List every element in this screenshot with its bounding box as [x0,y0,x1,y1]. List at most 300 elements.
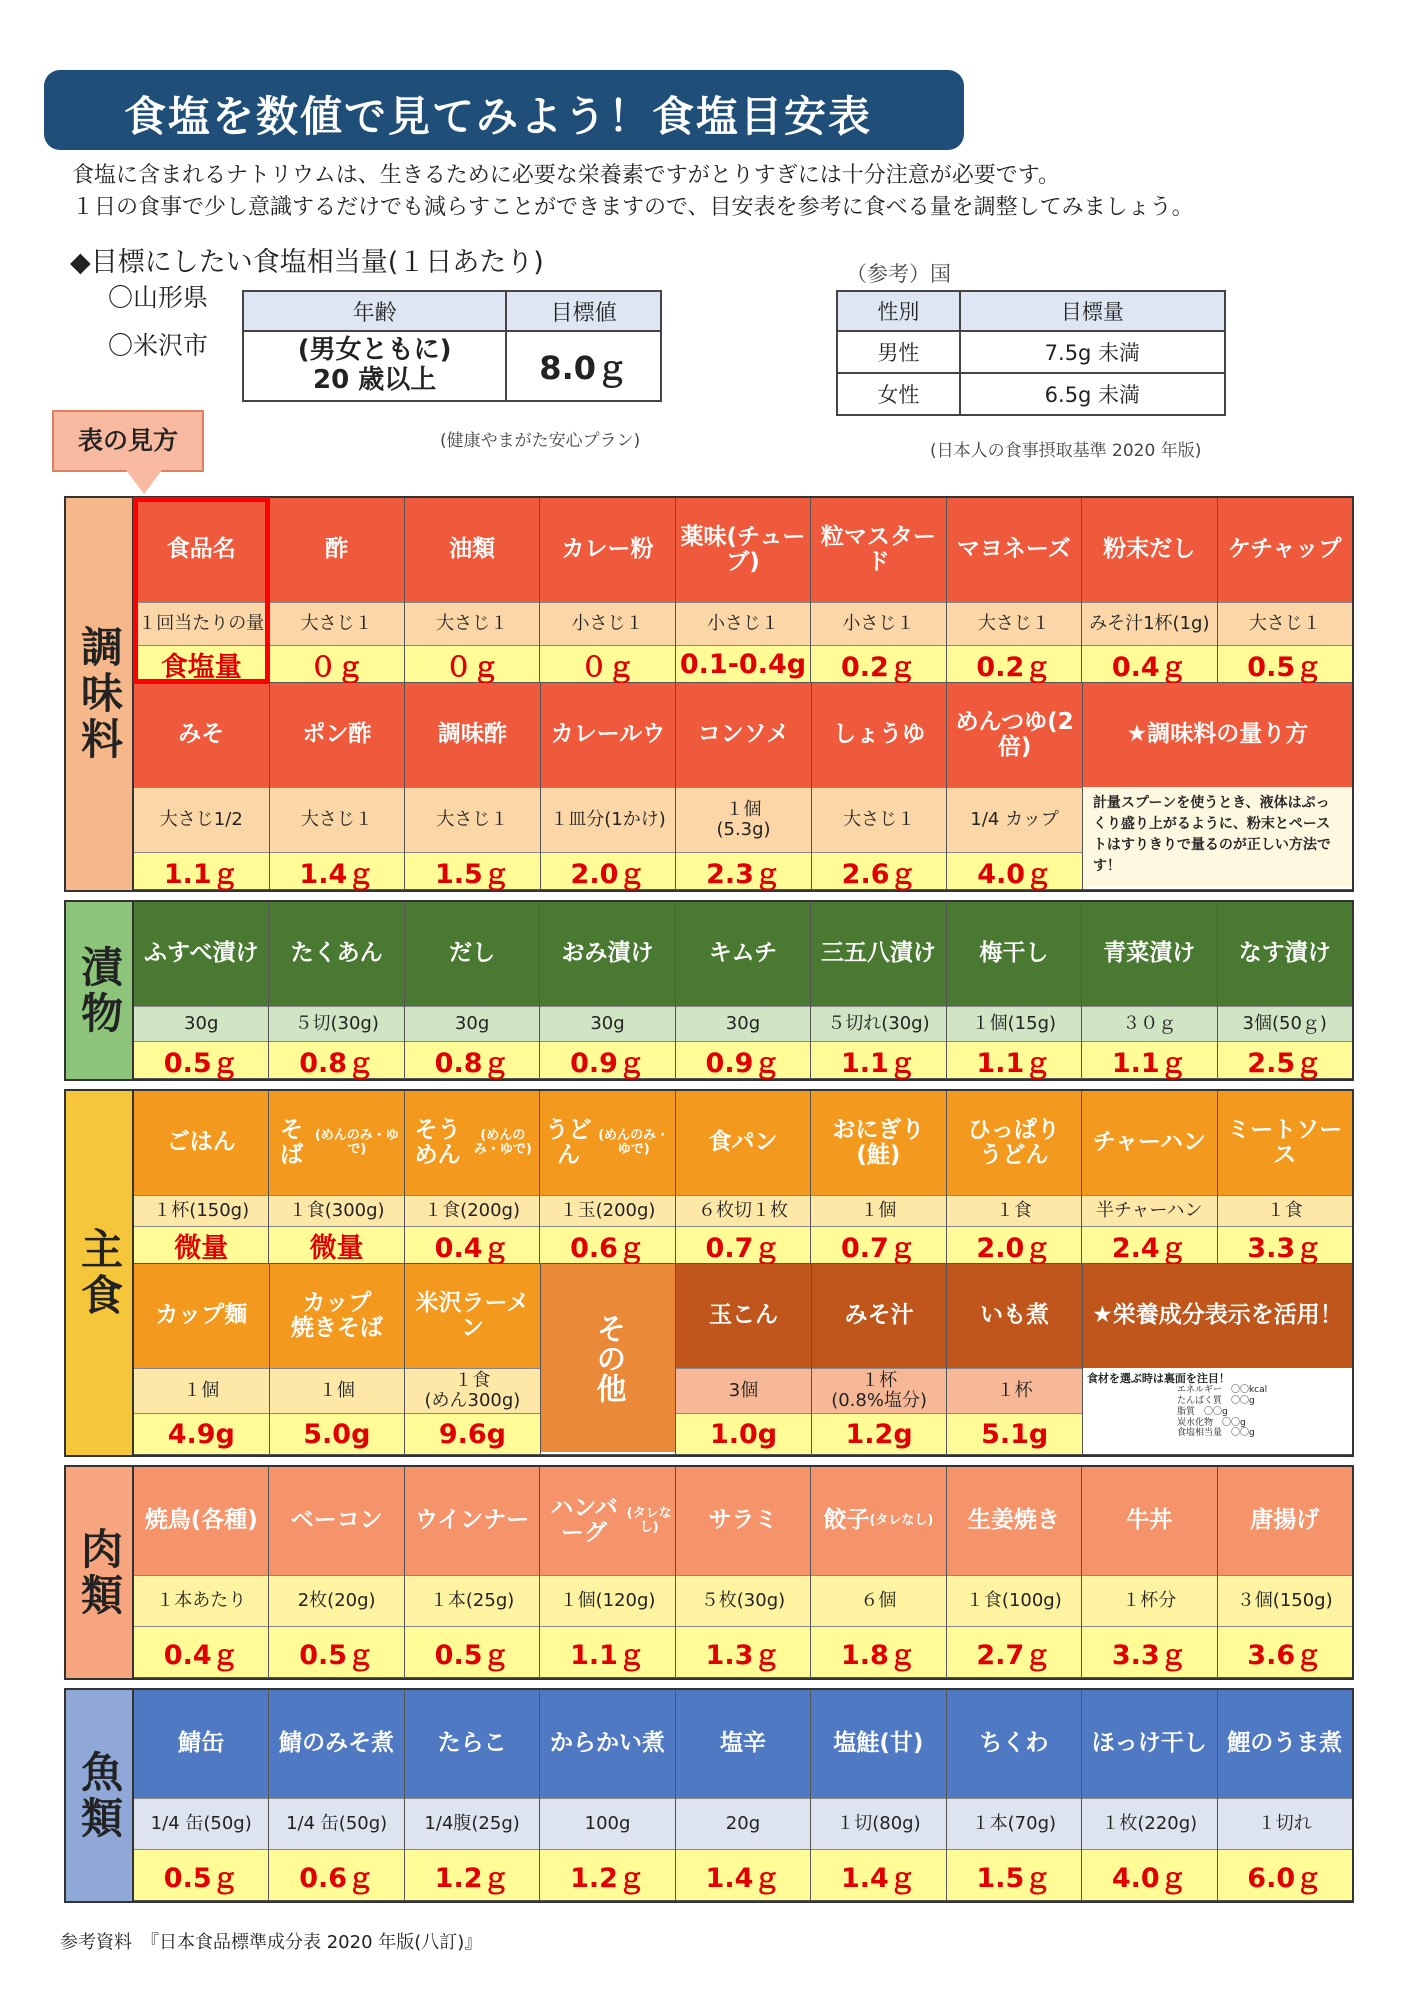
food-name [1218,498,1352,602]
salt-amount: 0.4ｇ [1082,645,1216,682]
salt-amount: 4.9g [134,1413,269,1454]
salt-amount: 2.5ｇ [1218,1041,1352,1078]
salt-amount: 2.4ｇ [1082,1226,1216,1263]
serving-amount: みそ汁1杯(1g) [1082,602,1216,645]
serving-amount: １切(80g) [811,1798,945,1849]
food-row [134,683,1352,890]
food-cell [676,1690,811,1901]
food-name [1082,1091,1216,1195]
food-name [1218,1690,1352,1798]
serving-amount: １杯分 [1082,1575,1216,1626]
food-name [134,1091,268,1195]
food-name [811,902,945,1006]
food-cell [540,1091,675,1264]
salt-amount: 0.5ｇ [405,1626,539,1677]
food-name [405,1091,539,1195]
food-cell [947,683,1083,890]
food-name [270,683,405,787]
food-cell [405,1467,540,1678]
serving-amount: ６個 [811,1575,945,1626]
food-row [134,498,1352,683]
food-name-note: (めんのみ・ゆで) [314,1127,399,1157]
salt-amount: 2.0ｇ [947,1226,1081,1263]
food-cell [812,683,948,890]
food-name [1082,498,1216,602]
food-cell [269,498,404,683]
serving-amount: 20g [676,1798,810,1849]
salt-amount: 1.3ｇ [676,1626,810,1677]
salt-amount: 5.1g [947,1413,1082,1454]
food-cell [134,1690,269,1901]
food-cell [811,498,946,683]
ref-male: 男性 [837,331,960,373]
food-name [947,1264,1082,1368]
food-cell [947,1467,1082,1678]
group-fish [64,1688,1354,1903]
food-cell [676,683,812,890]
salt-amount: 0.7ｇ [676,1226,810,1263]
measuring-tip [1083,683,1352,890]
salt-amount: 3.3ｇ [1218,1226,1352,1263]
food-name-text: カレー粉 [561,536,654,563]
serving-amount: １本あたり [134,1575,268,1626]
serving-amount: ３０ｇ [1082,1006,1216,1041]
salt-amount: 9.6g [405,1413,540,1454]
serving-amount: 小さじ１ [676,602,810,645]
category-label: 魚類 [66,1690,134,1901]
footer-reference: 参考資料 『日本食品標準成分表 2020 年版(八訂)』 [60,1932,483,1953]
food-name-text: 塩辛 [719,1730,766,1757]
nutrition-line: エネルギー 〇〇kcal [1176,1385,1268,1396]
salt-amount: 0.5ｇ [269,1626,403,1677]
serving-amount: ５枚(30g) [676,1575,810,1626]
serving-amount: １皿分(1かけ) [541,787,676,852]
food-name [1082,1690,1216,1798]
category-label: 主食 [66,1091,134,1455]
salt-amount: ０ｇ [540,645,674,682]
salt-amount: 5.0g [270,1413,405,1454]
goal-heading: ◆目標にしたい食塩相当量(１日あたり) [70,247,544,278]
goal-source: (健康やまがた安心プラン) [440,431,641,451]
salt-amount: 1.1ｇ [540,1626,674,1677]
food-name-text: いも煮 [980,1302,1050,1329]
nutrition-tip-title: ★栄養成分表示を活用！ [1083,1264,1352,1368]
food-row [134,1264,1352,1455]
salt-amount: 0.5ｇ [1218,645,1352,682]
food-name-text: 酢 [325,536,349,563]
food-name [134,498,268,602]
salt-amount: 4.0ｇ [1082,1849,1216,1900]
serving-amount: １食 [1218,1195,1352,1226]
salt-amount: 1.4ｇ [270,852,405,889]
place-yamagata: 〇山形県 [108,283,209,312]
serving-amount: １個 [134,1368,269,1413]
food-name [405,683,540,787]
nutrition-line: 炭水化物 〇〇g [1176,1417,1246,1428]
serving-amount: １食 [947,1195,1081,1226]
salt-amount: 0.5ｇ [134,1041,268,1078]
food-cell [947,1264,1083,1455]
food-name-text: たらこ [437,1730,507,1757]
serving-amount: ６枚切１枚 [676,1195,810,1226]
group-pickles [64,900,1354,1081]
food-name-text: 調味酢 [437,721,507,748]
food-name [269,498,403,602]
food-name-text: 米沢ラーメン [415,1289,530,1341]
howto-label: 表の見方 [52,410,204,472]
food-name-text: 餃子 [823,1507,870,1534]
food-name [811,498,945,602]
food-name-text: 食品名 [166,536,236,563]
food-name [812,1264,947,1368]
food-name [269,1467,403,1575]
food-name [540,498,674,602]
food-name [676,1091,810,1195]
goal-age: (男女ともに) 20 歳以上 [243,331,506,401]
food-name-text: キムチ [708,940,778,967]
food-name [405,1690,539,1798]
food-name [947,1467,1081,1575]
food-name-text: 鯖のみそ煮 [279,1730,395,1757]
food-name-text: カップ麺 [155,1302,248,1329]
serving-amount: 30g [540,1006,674,1041]
serving-amount: 大さじ１ [405,787,540,852]
salt-amount: 3.6ｇ [1218,1626,1352,1677]
serving-amount: 大さじ１ [812,787,947,852]
food-name-text: うどん [545,1116,592,1168]
food-name [676,1690,810,1798]
food-name-text: ウインナー [414,1507,530,1534]
salt-amount: 1.2g [812,1413,947,1454]
salt-amount: 1.5ｇ [947,1849,1081,1900]
food-name-text: おみ漬け [561,940,654,967]
salt-amount: 2.0ｇ [541,852,676,889]
food-name-text: ごはん [166,1129,236,1156]
salt-amount: 1.0g [676,1413,811,1454]
food-row [134,1690,1352,1901]
category-label: 肉類 [66,1467,134,1678]
salt-amount: 0.9ｇ [676,1041,810,1078]
serving-amount: １回当たりの量 [134,602,268,645]
salt-amount: 1.1ｇ [811,1041,945,1078]
tip-title: ★調味料の量り方 [1083,683,1352,787]
food-cell [269,1467,404,1678]
food-cell [269,902,404,1079]
food-name-text: ふすべ漬け [143,940,259,967]
salt-amount: 1.2ｇ [405,1849,539,1900]
nutrition-line: たんぱく質 〇〇g [1176,1395,1255,1406]
food-name-text: みそ [178,721,225,748]
salt-amount: 2.6ｇ [812,852,947,889]
nutrition-line: 食塩相当量 〇〇g [1176,1428,1255,1439]
food-cell [676,1091,811,1264]
place-yonezawa: 〇米沢市 [108,331,209,360]
food-name-text: なす漬け [1238,940,1331,967]
group-staple [64,1089,1354,1457]
other-category [541,1264,677,1455]
serving-amount: 3個(50ｇ) [1218,1006,1352,1041]
food-name-text: カレールウ [550,721,666,748]
food-name [676,498,810,602]
food-name [405,498,539,602]
food-cell [269,1690,404,1901]
food-name-note: (めんのみ・ゆで) [473,1127,532,1157]
food-name [811,1690,945,1798]
food-name [1218,902,1352,1006]
food-name [1218,1467,1352,1575]
serving-amount: １食 (めん300g) [405,1368,540,1413]
salt-amount: 1.8ｇ [811,1626,945,1677]
food-cell [134,1264,270,1455]
food-name-text: 食パン [708,1129,778,1156]
food-cell [269,1091,404,1264]
food-name-text: ハンバーグ [550,1494,618,1546]
nutrition-label-tip [1083,1264,1352,1455]
food-name [676,1264,811,1368]
food-name-text: 青菜漬け [1103,940,1196,967]
serving-amount: １個(120g) [540,1575,674,1626]
serving-amount: １個 [811,1195,945,1226]
food-name-text: ほっけ干し [1091,1730,1207,1757]
salt-amount: 1.2ｇ [540,1849,674,1900]
food-cell [134,1467,269,1678]
serving-amount: 30g [676,1006,810,1041]
salt-amount: 2.3ｇ [676,852,811,889]
food-cell [947,1690,1082,1901]
food-name-text: からかい煮 [550,1730,666,1757]
salt-amount: 0.6ｇ [269,1849,403,1900]
food-name [405,1467,539,1575]
serving-amount: 大さじ１ [270,787,405,852]
serving-amount: ５切れ(30g) [811,1006,945,1041]
serving-amount: 小さじ１ [540,602,674,645]
food-cell [1218,1091,1352,1264]
food-name-text: ケチャップ [1228,536,1342,563]
salt-amount: 食塩量 [134,645,268,682]
food-name [270,1264,405,1368]
food-name-text: 玉こん [709,1302,779,1329]
food-name [269,1690,403,1798]
serving-amount: １切れ [1218,1798,1352,1849]
food-name-text: チャーハン [1092,1129,1206,1156]
food-name [947,498,1081,602]
serving-amount: 1/4 缶(50g) [134,1798,268,1849]
title-banner [44,70,964,150]
food-name [812,683,947,787]
serving-amount: １個 [270,1368,405,1413]
goal-head-age: 年齢 [243,291,506,331]
salt-amount: 1.4ｇ [676,1849,810,1900]
serving-amount: 2枚(20g) [269,1575,403,1626]
food-name-text: 三五八漬け [820,940,936,967]
food-cell [405,498,540,683]
salt-amount: 微量 [269,1226,403,1263]
food-name [947,1091,1081,1195]
category-label: 調味料 [66,498,134,890]
food-name [676,902,810,1006]
food-name [541,683,676,787]
serving-amount: 3個 [676,1368,811,1413]
food-name-text: 粉末だし [1103,536,1196,563]
reference-label: （参考）国 [846,262,951,286]
food-name-text: ちくわ [979,1730,1049,1757]
food-name [269,1091,403,1195]
salt-amount: 6.0ｇ [1218,1849,1352,1900]
food-cell [1082,902,1217,1079]
food-name-text: おにぎり(鮭) [832,1116,925,1168]
salt-amount: 0.4ｇ [134,1626,268,1677]
food-name-text: 梅干し [979,940,1049,967]
goal-table [242,290,662,402]
serving-amount: 1/4腹(25g) [405,1798,539,1849]
food-name-text: 鯉のうま煮 [1227,1730,1343,1757]
food-cell [947,902,1082,1079]
serving-amount: １本(70g) [947,1798,1081,1849]
salt-amount: 0.4ｇ [405,1226,539,1263]
food-name [811,1467,945,1575]
serving-amount: １玉(200g) [540,1195,674,1226]
food-name-note: (めんのみ・ゆで) [598,1127,670,1157]
food-cell [1082,1091,1217,1264]
category-label: 漬物 [66,902,134,1079]
food-name-text: ポン酢 [302,721,372,748]
food-cell [1218,1690,1352,1901]
food-name-text: そうめん [414,1116,461,1168]
food-name [1218,1091,1352,1195]
nutrition-tip-text: 食材を選ぶ時は裏面を注目！ [1086,1372,1230,1385]
salt-amount: 0.6ｇ [540,1226,674,1263]
food-name [269,902,403,1006]
food-name [947,1690,1081,1798]
ref-male-value: 7.5g 未満 [960,331,1225,373]
serving-amount: １食(300g) [269,1195,403,1226]
food-name [676,683,811,787]
food-name [405,1264,540,1368]
salt-amount: 1.4ｇ [811,1849,945,1900]
food-cell [676,498,811,683]
serving-amount: 小さじ１ [811,602,945,645]
food-cell [134,683,270,890]
food-name [676,1467,810,1575]
salt-amount: 3.3ｇ [1082,1626,1216,1677]
food-name-text: ひっぱり うどん [967,1116,1060,1168]
food-name [134,1264,269,1368]
food-cell [1082,1467,1217,1678]
ref-female: 女性 [837,373,960,415]
food-name-text: カップ 焼きそば [290,1289,383,1341]
other-label: その他 [541,1264,676,1452]
salt-amount: 2.7ｇ [947,1626,1081,1677]
food-name [811,1091,945,1195]
food-name-text: サラミ [708,1507,778,1534]
food-cell [811,1467,946,1678]
food-cell [405,902,540,1079]
salt-amount: 1.1ｇ [1082,1041,1216,1078]
serving-amount: ３個(150g) [1218,1575,1352,1626]
food-cell [405,683,541,890]
serving-amount: １個 (5.3g) [676,787,811,852]
food-name [540,1091,674,1195]
food-name-text: マヨネーズ [956,536,1071,563]
food-name-text: 鯖缶 [178,1730,225,1757]
page-title: 食塩を数値で見てみよう！食塩目安表 [124,92,873,141]
food-cell [405,1690,540,1901]
food-name [1082,902,1216,1006]
serving-amount: 大さじ1/2 [134,787,269,852]
serving-amount: 100g [540,1798,674,1849]
goal-head-value: 目標値 [506,291,661,331]
salt-amount: 0.8ｇ [405,1041,539,1078]
serving-amount: １個(15g) [947,1006,1081,1041]
food-cell [134,902,269,1079]
food-name-text: 牛丼 [1126,1507,1173,1534]
food-name-text: 唐揚げ [1250,1507,1320,1534]
salt-amount: 0.2ｇ [811,645,945,682]
serving-amount: １食(200g) [405,1195,539,1226]
food-cell [540,1690,675,1901]
tip-text: 計量スプーンを使うとき、液体はぷっくり盛り上がるように、粉末とペーストはすりきりで量るのが正しい方法です！ [1083,787,1352,887]
reference-source: (日本人の食事摂取基準 2020 年版) [930,441,1202,461]
food-cell [811,902,946,1079]
food-cell [134,498,269,683]
food-name [134,683,269,787]
goal-value: 8.0ｇ [506,331,661,401]
food-cell [1218,498,1352,683]
food-name-text: たくあん [290,940,383,967]
food-cell [676,1467,811,1678]
intro-line-2: １日の食事で少し意識するだけでも減らすことができますので、目安表を参考に食べる量を調整してみましょう。 [72,195,1194,220]
serving-amount: 大さじ１ [1218,602,1352,645]
intro-line-1: 食塩に含まれるナトリウムは、生きるために必要な栄養素ですがとりすぎには十分注意が必要です。 [72,163,1061,188]
food-name [540,1690,674,1798]
food-name [540,1467,674,1575]
food-cell [1082,1690,1217,1901]
food-cell [947,498,1082,683]
serving-amount: 1/4 缶(50g) [269,1798,403,1849]
food-name-text: 油類 [449,536,496,563]
food-cell [811,1690,946,1901]
food-name-text: 生姜焼き [967,1507,1060,1534]
salt-amount: 0.1-0.4g [676,645,810,682]
food-cell [812,1264,948,1455]
food-name-text: 粒マスタード [820,523,936,575]
food-name [134,1467,268,1575]
food-cell [947,1091,1082,1264]
food-name [134,1690,268,1798]
food-cell [1082,498,1217,683]
food-name [540,902,674,1006]
salt-amount: 4.0ｇ [947,852,1082,889]
food-name-text: しょうゆ [833,721,926,748]
salt-amount: 0.5ｇ [134,1849,268,1900]
food-row [134,1467,1352,1678]
food-cell [541,683,677,890]
serving-amount: 1/4 カップ [947,787,1082,852]
food-cell [1218,1467,1352,1678]
serving-amount: １枚(220g) [1082,1798,1216,1849]
food-name-text: 薬味(チューブ) [680,523,806,575]
food-name-text: ミートソース [1227,1116,1343,1168]
serving-amount: 大さじ１ [269,602,403,645]
food-cell [811,1091,946,1264]
serving-amount: ５切(30g) [269,1006,403,1041]
food-name-text: だし [449,940,496,967]
food-cell [540,902,675,1079]
food-name [134,902,268,1006]
reference-table [836,290,1226,416]
food-name [947,683,1082,787]
serving-amount: 大さじ１ [405,602,539,645]
